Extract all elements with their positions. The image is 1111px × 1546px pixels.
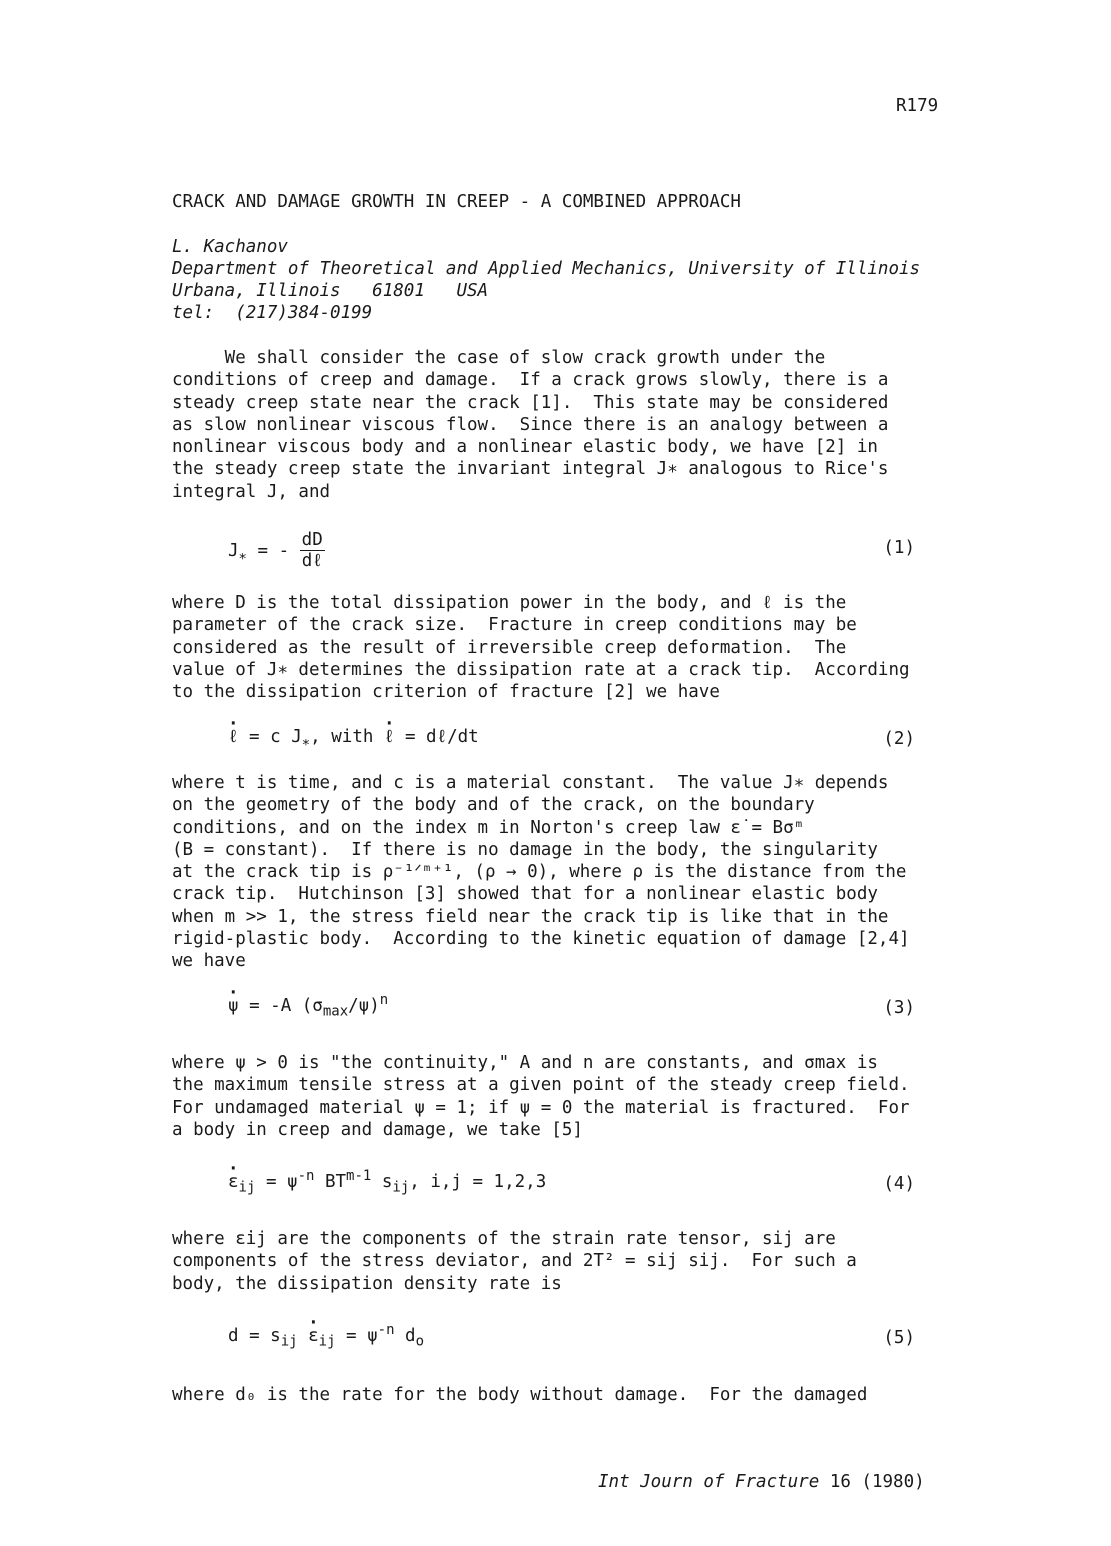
footer-volume-year: 16 (1980)	[829, 1472, 925, 1492]
equation-2-label: (2)	[883, 729, 915, 749]
equation-4-label: (4)	[883, 1174, 915, 1194]
author-address: Urbana, Illinois 61801 USA	[172, 281, 489, 301]
author-affiliation: Department of Theoretical and Applied Mechanics, University of Illinois	[172, 259, 921, 279]
paragraph-dissipation: where D is the total dissipation power in the body, and ℓ is the parameter of the crack size. Fracture in creep conditions may be considered as the result of irreversible creep deformation. The value of J∗ determines the dissipation rate at a crack tip. According to the dissipation criterion of fracture [2] we have	[172, 593, 910, 703]
equation-5-label: (5)	[883, 1328, 915, 1348]
equation-2: · ℓ = c $J_∗$, with · ℓ = dℓ/dt	[228, 727, 479, 748]
footer-journal: Int Journ of Fracture	[598, 1472, 820, 1492]
paragraph-damaged: where d₀ is the rate for the body without damage. For the damaged	[172, 1385, 868, 1405]
author-telephone: tel: (217)384-0199	[172, 303, 373, 323]
equation-1: $J_∗$ = - $\frac{dD}{\text{dℓ}}$	[228, 530, 323, 571]
paragraph-strain-rate: where ε̇ij are the components of the strain rate tensor, sij are components of the stress deviator, and 2T² = sij sij. For such a body, the dissipation density rate is	[172, 1229, 857, 1294]
page-number: R179	[896, 96, 939, 116]
paper-title: CRACK AND DAMAGE GROWTH IN CREEP - A COMBINED APPROACH	[172, 192, 741, 212]
paragraph-intro: We shall consider the case of slow crack growth under the conditions of creep and damage. If a crack grows slowly, there is a steady creep state near the crack [1]. This state may be considered as slow nonlinear viscous flow. Since there is an analogy between a nonlinear viscous body and a nonlinear elastic body, we have [2] in the steady creep state the invariant integral J∗ analogous to Rice's integral J, and	[172, 348, 889, 502]
equation-1-label: (1)	[883, 538, 915, 558]
author-name: L. Kachanov	[172, 237, 288, 257]
equation-3: · ψ = -A $(\sigma_{max}/\psi)^n$	[228, 996, 388, 1016]
equation-4: · $\varepsilon_{ij} = \psi^{-n}$ BT$^{m-1}$ $s_{ij}$, i,j = 1,2,3	[228, 1172, 546, 1192]
footer-citation	[598, 1472, 925, 1492]
paragraph-continuity: where ψ > 0 is "the continuity," A and n are constants, and σmax is the maximum tensile stress at a given point of the steady creep field. For undamaged material ψ = 1; if ψ = 0 the material is fractured. For a body in creep and damage, we take [5]	[172, 1053, 910, 1140]
equation-3-label: (3)	[883, 998, 915, 1018]
equation-5: $d = s_{ij} \cdot \varepsilon_{ij} = \psi^{-n}$ $d_o$	[228, 1326, 424, 1346]
paragraph-norton: where t is time, and c is a material constant. The value J∗ depends on the geometry of the body and of the crack, on the boundary conditions, and on the index m in Norton's creep law ε̇ = Bσᵐ (B = constant). If there is no damage in the body, the singularity at the crack tip is ρ⁻¹ᐟᵐ⁺¹, (ρ → 0), where ρ is the distance from the crack tip. Hutchinson [3] showed that for a nonlinear elastic body when m >> 1, the stress field near the crack tip is like that in the rigid-plastic body. According to the kinetic equation of damage [2,4] we have	[172, 773, 910, 972]
